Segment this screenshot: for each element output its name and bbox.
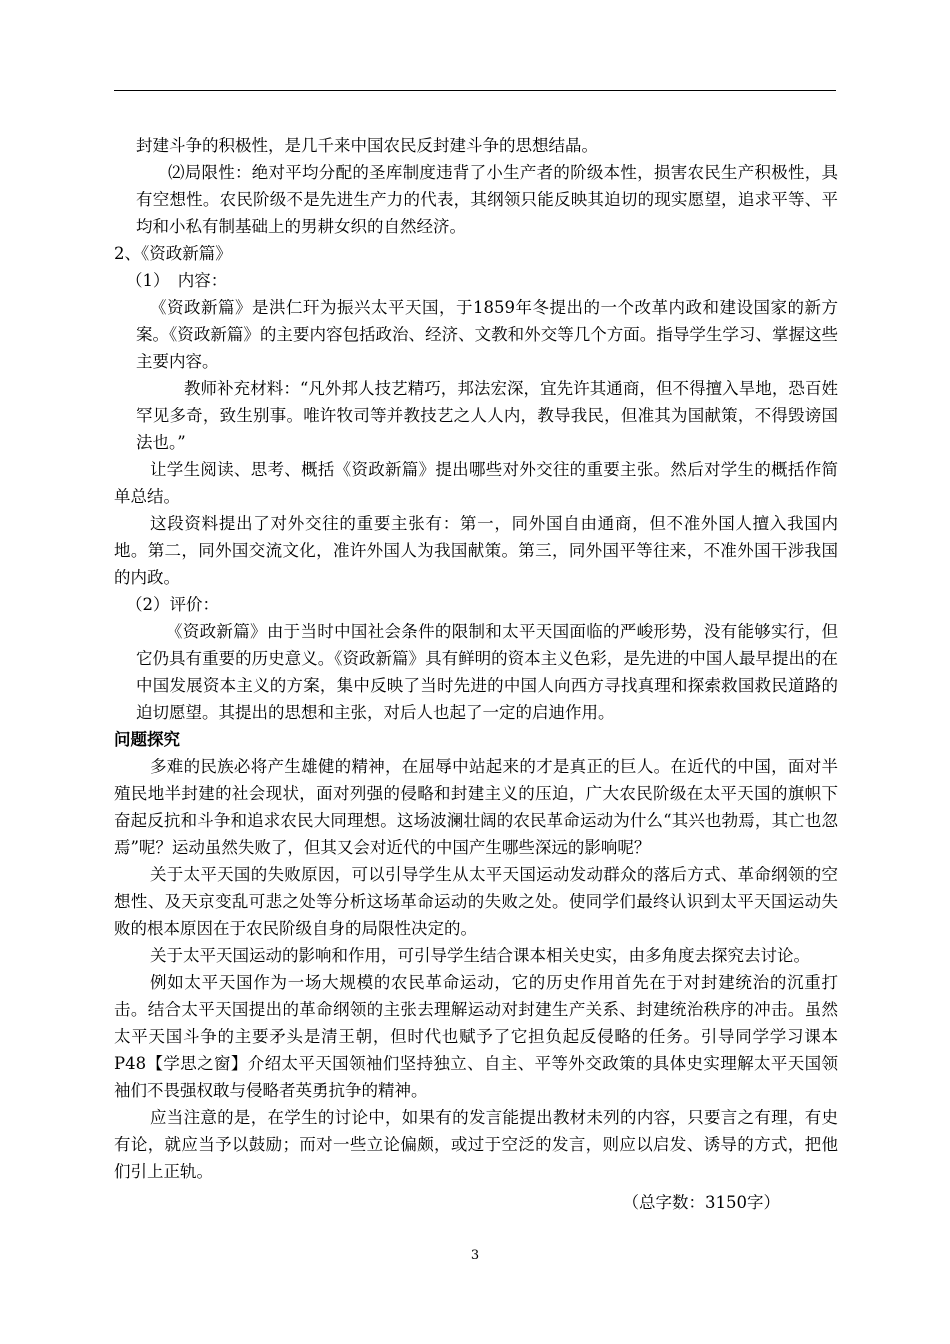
paragraph: 关于太平天国运动的影响和作用，可引导学生结合课本相关史实，由多角度去探究去讨论。	[150, 946, 810, 965]
paragraph: 这段资料提出了对外交往的重要主张有：第一，同外国自由通商，但不准外国人擅入我国内地。第二，同外国交流文化，准许外国人为我国献策。第三，同外国平等往来，不准外国干涉我国的内政。	[114, 514, 838, 587]
paragraph: 应当注意的是，在学生的讨论中，如果有的发言能提出教材未列的内容，只要言之有理，有史有论，就应当予以鼓励；而对一些立论偏颇，或过于空泛的发言，则应以启发、诱导的方式，把他们引上正轨。	[114, 1108, 838, 1181]
paragraph: 《资政新篇》由于当时中国社会条件的限制和太平天国面临的严峻形势，没有能够实行，但它仍具有重要的历史意义。《资政新篇》具有鲜明的资本主义色彩，是先进的中国人最早提出的在中国发展资本主义的方案，集中反映了当时先进的中国人向西方寻找真理和探索救国救民道路的迫切愿望。其提出的思想和主张，对后人也起了一定的启迪作用。	[136, 622, 838, 722]
paragraph: 2、《资政新篇》	[114, 244, 232, 263]
paragraph: 例如太平天国作为一场大规模的农民革命运动，它的历史作用首先在于对封建统治的沉重打击。结合太平天国提出的革命纲领的主张去理解运动对封建生产关系、封建统治秩序的冲击。虽然太平天国斗争的主要矛头是清王朝，但时代也赋予了它担负起反侵略的任务。引导同学学习课本P48【学思之窗】介绍太平天国领袖们坚持独立、自主、平等外交政策的具体史实理解太平天国领袖们不畏强权敢与侵略者英勇抗争的精神。	[114, 973, 838, 1100]
word-count: （总字数：3150字）	[622, 1193, 780, 1212]
section-heading: 问题探究	[114, 730, 180, 749]
paragraph: 让学生阅读、思考、概括《资政新篇》提出哪些对外交往的重要主张。然后对学生的概括作简单总结。	[114, 460, 838, 506]
paragraph: 《资政新篇》是洪仁玕为振兴太平天国，于1859年冬提出的一个改革内政和建设国家的新方案。《资政新篇》的主要内容包括政治、经济、文教和外交等几个方面。指导学生学习、掌握这些主要内容。	[136, 298, 838, 371]
paragraph: （2）评价：	[126, 595, 219, 614]
paragraph: 多难的民族必将产生雄健的精神，在屈辱中站起来的才是真正的巨人。在近代的中国，面对半殖民地半封建的社会现状，面对列强的侵略和封建主义的压迫，广大农民阶级在太平天国的旗帜下奋起反抗和斗争和追求农民大同理想。这场波澜壮阔的农民革命运动为什么“其兴也勃焉，其亡也忽焉”呢？运动虽然失败了，但其又会对近代的中国产生哪些深远的影响呢？	[114, 757, 838, 857]
page-number: 3	[470, 1248, 480, 1263]
paragraph: （1） 内容：	[126, 271, 228, 290]
paragraph: ⑵局限性：绝对平均分配的圣库制度违背了小生产者的阶级本性，损害农民生产积极性，具有空想性。农民阶级不是先进生产力的代表，其纲领只能反映其迫切的现实愿望，追求平等、平均和小私有制基础上的男耕女织的自然经济。	[136, 163, 838, 236]
header-rule	[114, 90, 836, 91]
paragraph: 教师补充材料：“凡外邦人技艺精巧，邦法宏深，宜先许其通商，但不得擅入旱地，恐百姓罕见多奇，致生别事。唯许牧司等并教技艺之人人内，教导我民，但准其为国献策，不得毁谤国法也。”	[136, 379, 838, 452]
paragraph: 封建斗争的积极性，是几千来中国农民反封建斗争的思想结晶。	[136, 136, 598, 155]
paragraph: 关于太平天国的失败原因，可以引导学生从太平天国运动发动群众的落后方式、革命纲领的空想性、及天京变乱可悲之处等分析这场革命运动的失败之处。使同学们最终认识到太平天国运动失败的根本原因在于农民阶级自身的局限性决定的。	[114, 865, 838, 938]
document-body	[114, 132, 838, 1216]
